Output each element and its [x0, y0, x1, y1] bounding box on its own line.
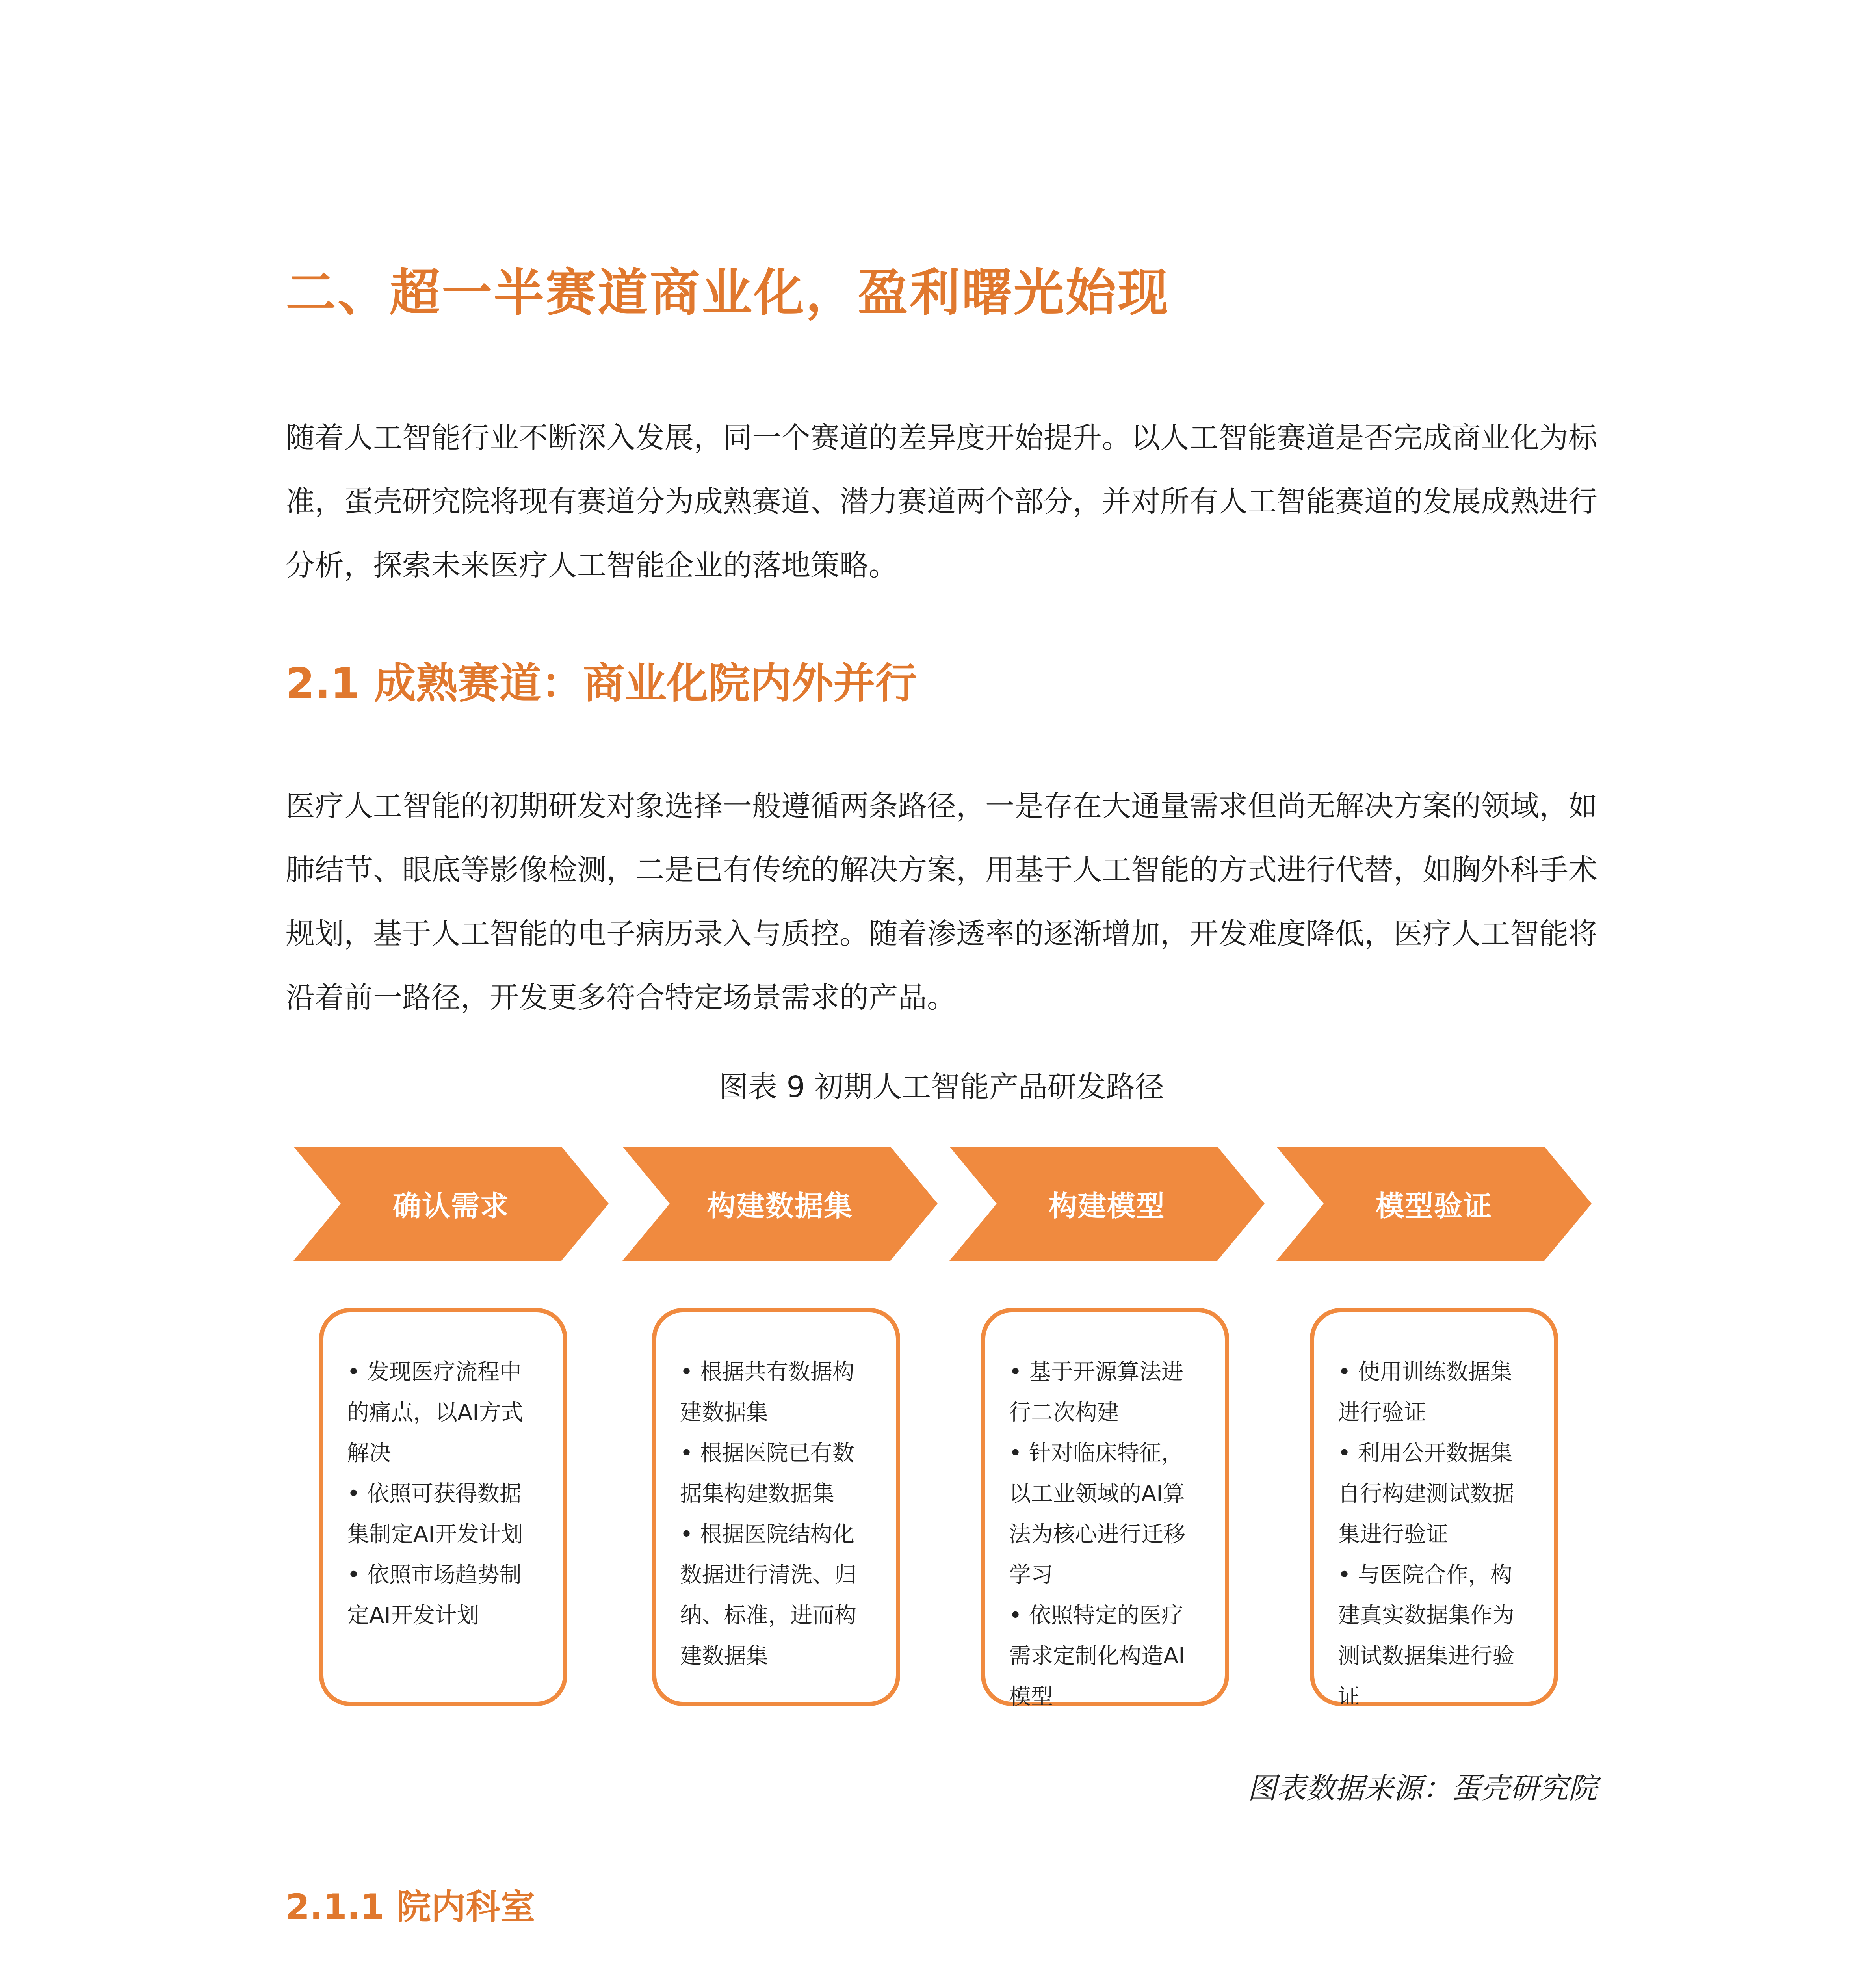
process-step-3-details — [981, 1308, 1229, 1710]
detail-item: • 根据医院结构化数据进行清洗、归纳、标准，进而构建数据集 — [680, 1522, 856, 1669]
detail-item: • 针对临床特征，以工业领域的AI算法为核心进行迁移学习 — [1009, 1440, 1185, 1588]
detail-item: • 利用公开数据集自行构建测试数据集进行验证 — [1338, 1440, 1514, 1547]
detail-item: • 使用训练数据集进行验证 — [1338, 1359, 1512, 1425]
detail-item: • 发现医疗流程中的痛点，以AI方式解决 — [347, 1359, 523, 1466]
detail-item: • 与医院合作，构建真实数据集作为测试数据集进行验证 — [1338, 1562, 1514, 1710]
process-step-1-details — [319, 1308, 567, 1706]
section-paragraph: 医疗人工智能的初期研发对象选择一般遵循两条路径，一是存在大通量需求但尚无解决方案的领域，如肺结节、眼底等影像检测，二是已有传统的解决方案，用基于人工智能的方式进行代替，如胸外科手术规划，基于人工智能的电子病历录入与质控。随着渗透率的逐渐增加，开发难度降低，医疗人工智能将沿着前一路径，开发更多符合特定场景需求的产品。 — [286, 789, 1597, 1015]
figure-caption: 图表 9 初期人工智能产品研发路径 — [719, 1070, 1165, 1104]
process-step-label: 构建模型 — [1048, 1189, 1165, 1223]
section-heading: 2.1 成熟赛道：商业化院内外并行 — [286, 659, 917, 708]
process-step-2-details — [652, 1308, 900, 1706]
detail-item: • 依照特定的医疗需求定制化构造AI模型 — [1009, 1603, 1185, 1710]
detail-item: • 依照可获得数据集制定AI开发计划 — [347, 1481, 523, 1547]
detail-item: • 基于开源算法进行二次构建 — [1009, 1359, 1183, 1425]
intro-paragraph: 随着人工智能行业不断深入发展，同一个赛道的差异度开始提升。以人工智能赛道是否完成商业化为标准，蛋壳研究院将现有赛道分为成熟赛道、潜力赛道两个部分，并对所有人工智能赛道的发展成熟进行分析，探索未来医疗人工智能企业的落地策略。 — [286, 421, 1597, 582]
process-step-1-arrow — [293, 1147, 609, 1261]
figure-source: 图表数据来源：蛋壳研究院 — [1248, 1771, 1597, 1805]
process-step-label: 确认需求 — [392, 1189, 509, 1223]
subsection-heading: 2.1.1 院内科室 — [286, 1886, 535, 1927]
process-step-4-arrow — [1276, 1147, 1592, 1261]
detail-item: • 根据共有数据构建数据集 — [680, 1359, 854, 1425]
process-step-3-arrow — [949, 1147, 1265, 1261]
process-step-2-arrow — [622, 1147, 938, 1261]
process-step-4-details — [1310, 1308, 1558, 1710]
detail-item: • 根据医院已有数据集构建数据集 — [680, 1440, 854, 1507]
process-step-label: 构建数据集 — [707, 1189, 853, 1223]
process-step-label: 模型验证 — [1375, 1189, 1492, 1223]
detail-item: • 依照市场趋势制定AI开发计划 — [347, 1562, 522, 1628]
page-title: 二、超一半赛道商业化，盈利曙光始现 — [286, 264, 1170, 322]
